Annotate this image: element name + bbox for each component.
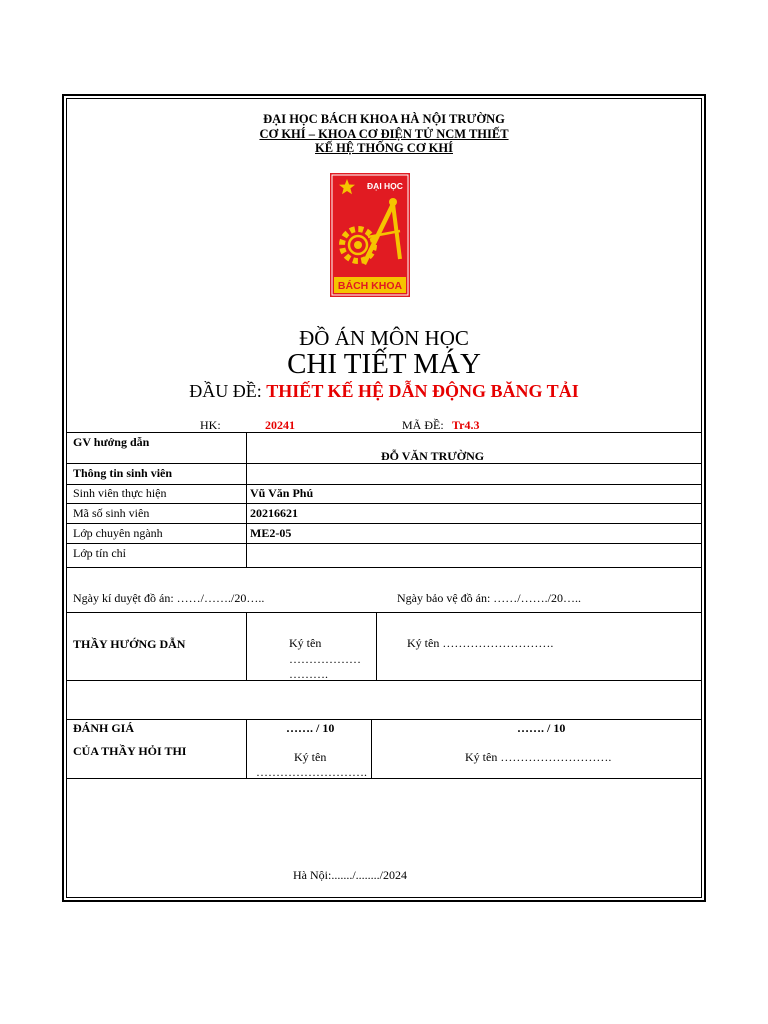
examiner-sign-dots-1: ………………………. bbox=[256, 765, 367, 779]
ma-de-label: MÃ ĐỀ: bbox=[402, 418, 444, 432]
ma-de-value: Tr4.3 bbox=[452, 418, 480, 432]
logo-top-text: ĐẠI HỌC bbox=[367, 181, 403, 191]
student-id-value: 20216621 bbox=[250, 506, 298, 520]
hk-label: HK: bbox=[200, 418, 221, 432]
hust-logo bbox=[330, 173, 410, 297]
subject-title: THIẾT KẾ HỆ DẪN ĐỘNG BĂNG TẢI bbox=[266, 381, 579, 401]
hk-value: 20241 bbox=[265, 418, 295, 432]
project-subject bbox=[66, 381, 702, 402]
header-line-1: ĐẠI HỌC BÁCH KHOA HÀ NỘI TRƯỜNG bbox=[263, 112, 505, 126]
examiner-score-1: ……. / 10 bbox=[286, 721, 335, 735]
advisor-name-value: ĐỖ VĂN TRƯỜNG bbox=[381, 449, 485, 463]
header-line-2: CƠ KHÍ – KHOA CƠ ĐIỆN TỬ NCM THIẾT bbox=[259, 126, 509, 141]
student-name-label: Sinh viên thực hiện bbox=[73, 486, 167, 500]
institution-header bbox=[66, 112, 702, 156]
advisor-sign-label-1: Ký tên bbox=[289, 636, 322, 650]
student-name-value: Vũ Văn Phú bbox=[250, 486, 314, 500]
subject-prefix: ĐẦU ĐỀ: bbox=[189, 381, 267, 401]
title-line-2: CHI TIẾT MÁY bbox=[287, 348, 481, 380]
advisor-sign-dots-1b: ………. bbox=[289, 667, 328, 681]
evaluation-label-1: ĐÁNH GIÁ bbox=[73, 721, 135, 735]
examiner-sign-label-1: Ký tên bbox=[294, 750, 327, 764]
advisor-name-label: GV hướng dẫn bbox=[73, 435, 150, 449]
advisor-sign-dots-1a: ……………… bbox=[289, 652, 361, 666]
approval-date: Ngày kí duyệt đồ án: ……/……./20….. bbox=[73, 591, 265, 605]
title-line-1: ĐỒ ÁN MÔN HỌC bbox=[299, 326, 469, 350]
class-value: ME2-05 bbox=[250, 526, 292, 540]
logo-bottom-text: BÁCH KHOA bbox=[337, 280, 403, 292]
advisor-section-label: THẦY HƯỚNG DẪN bbox=[73, 637, 186, 651]
examiner-score-2: ……. / 10 bbox=[517, 721, 566, 735]
student-info-label: Thông tin sinh viên bbox=[73, 466, 173, 480]
evaluation-label-2: CỦA THẦY HỎI THI bbox=[73, 744, 187, 758]
student-id-label: Mã số sinh viên bbox=[73, 506, 150, 520]
advisor-sign-label-2: Ký tên ………………………. bbox=[407, 636, 554, 650]
header-line-3: KẾ HỆ THỐNG CƠ KHÍ bbox=[315, 141, 453, 155]
credit-class-label: Lớp tín chỉ bbox=[73, 546, 127, 560]
defense-date: Ngày bảo vệ đồ án: ……/……./20….. bbox=[397, 591, 581, 605]
place-and-date: Hà Nội:......./......../2024 bbox=[293, 868, 407, 882]
class-label: Lớp chuyên ngành bbox=[73, 526, 163, 540]
examiner-sign-label-2: Ký tên ………………………. bbox=[465, 750, 612, 764]
